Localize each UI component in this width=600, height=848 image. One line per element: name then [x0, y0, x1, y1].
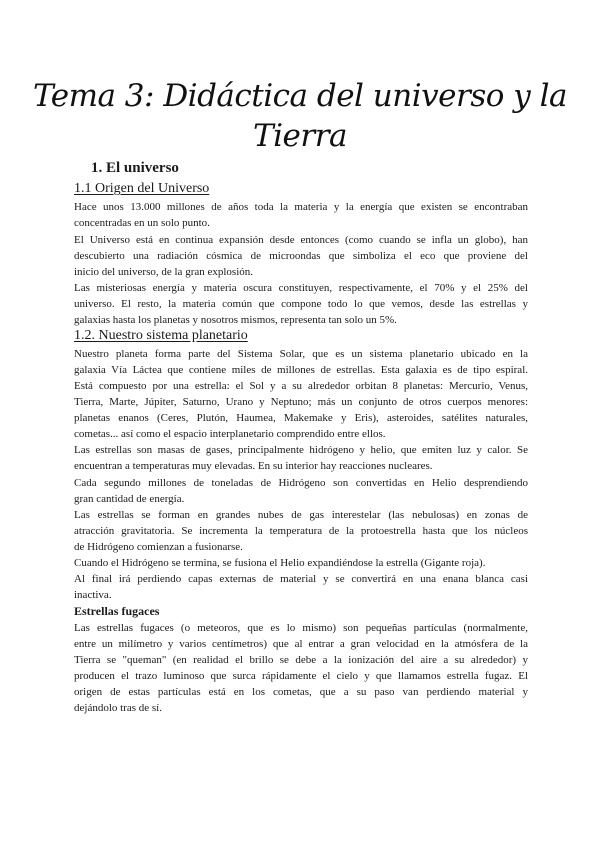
paragraph-line: Al final irá perdiendo capas externas de material y se convertirá en una enana blanca casi — [74, 573, 528, 585]
subsection-heading-origen: 1.1 Origen del Universo — [74, 181, 210, 196]
paragraph-line: El Universo está en continua expansión desde entonces (como cuando se infla un globo), han — [74, 234, 528, 246]
paragraph-line: galaxias hasta los planetas y nosotros mismos, representa tan solo un 5%. — [74, 314, 397, 326]
paragraph-line: Tierra se "queman" (en realidad el brillo se debe a la ionización del aire a su alrededor) y — [74, 654, 528, 666]
page-title-line-1: Tema 3: Didáctica del universo y la — [32, 78, 568, 114]
paragraph-line: concentradas en un solo punto. — [74, 217, 210, 229]
page-title-line-2: Tierra — [252, 118, 348, 154]
section-heading-universo: 1. El universo — [91, 160, 179, 176]
paragraph-line: origen de estas partículas está en los cometas, que a su paso van perdiendo material y — [74, 686, 528, 698]
paragraph-line: producen el trazo luminoso que surca rápidamente el cielo y que llamamos estrella fugaz. El — [74, 670, 528, 682]
paragraph-line: Cuando el Hidrógeno se termina, se fusiona el Helio expandiéndose la estrella (Gigante roja). — [74, 557, 486, 569]
paragraph-line: Nuestro planeta forma parte del Sistema Solar, que es un sistema planetario ubicado en la — [74, 348, 528, 360]
paragraph-line: cometas... así como el espacio interplanetario comprendido entre ellos. — [74, 428, 386, 440]
subsection-heading-estrellas-fugaces: Estrellas fugaces — [74, 604, 160, 618]
paragraph-line: Tierra, Marte, Júpiter, Saturno, Urano y Neptuno; más un conjunto de otros cuerpos menores: — [74, 396, 528, 408]
paragraph-line: de Hidrógeno comienzan a fusionarse. — [74, 541, 243, 553]
paragraph-line: Cada segundo millones de toneladas de Hidrógeno son convertidas en Helio desprendiendo — [74, 477, 528, 489]
paragraph-line: inicio del universo, de la gran explosión. — [74, 266, 254, 278]
paragraph-line: entre un milímetro y varios centímetros) que al entrar a gran velocidad en la atmósfera de la — [74, 638, 528, 650]
paragraph-line: descubierto una radiación cósmica de microondas que simboliza el eco que proviene del — [74, 250, 528, 262]
paragraph-line: Las estrellas fugaces (o meteoros, que es lo mismo) son pequeñas partículas (normalmente, — [74, 622, 528, 634]
paragraph-line: planetas enanos (Ceres, Plutón, Haumea, Makemake y Eris), asteroides, satélites naturales, — [74, 412, 528, 424]
paragraph-line: inactiva. — [74, 589, 112, 601]
paragraph-line: Hace unos 13.000 millones de años toda la materia y la energía que existen se encontraban — [74, 201, 528, 213]
paragraph-line: atracción gravitatoria. Se incrementa la temperatura de la protoestrella hasta que los núcleos — [74, 525, 528, 537]
paragraph-line: Las estrellas se forman en grandes nubes de gas interestelar (las nebulosas) en zonas de — [74, 509, 528, 521]
paragraph-line: encuentran a temperaturas muy elevadas. En su interior hay reacciones nucleares. — [74, 460, 433, 472]
paragraph-line: gran cantidad de energía. — [74, 493, 185, 505]
paragraph-line: universo. El resto, la materia común que compone todo lo que vemos, desde las estrellas y — [74, 298, 528, 310]
paragraph-line: Las estrellas son masas de gases, principalmente hidrógeno y helio, que emiten luz y calor. Se — [74, 444, 528, 456]
paragraph-line: galaxia Vía Láctea que contiene miles de millones de estrellas. Esta galaxia es de tipo espiral. — [74, 364, 528, 376]
paragraph-line: Las misteriosas energía y materia oscura constituyen, respectivamente, el 70% y el 25% del — [74, 282, 528, 294]
paragraph-line: dejándolo tras de sí. — [74, 702, 162, 714]
subsection-heading-sistema-planetario: 1.2. Nuestro sistema planetario — [74, 328, 248, 343]
paragraph-line: Está compuesto por una estrella: el Sol y a su alrededor orbitan 8 planetas: Mercurio, Venus, — [74, 380, 528, 392]
